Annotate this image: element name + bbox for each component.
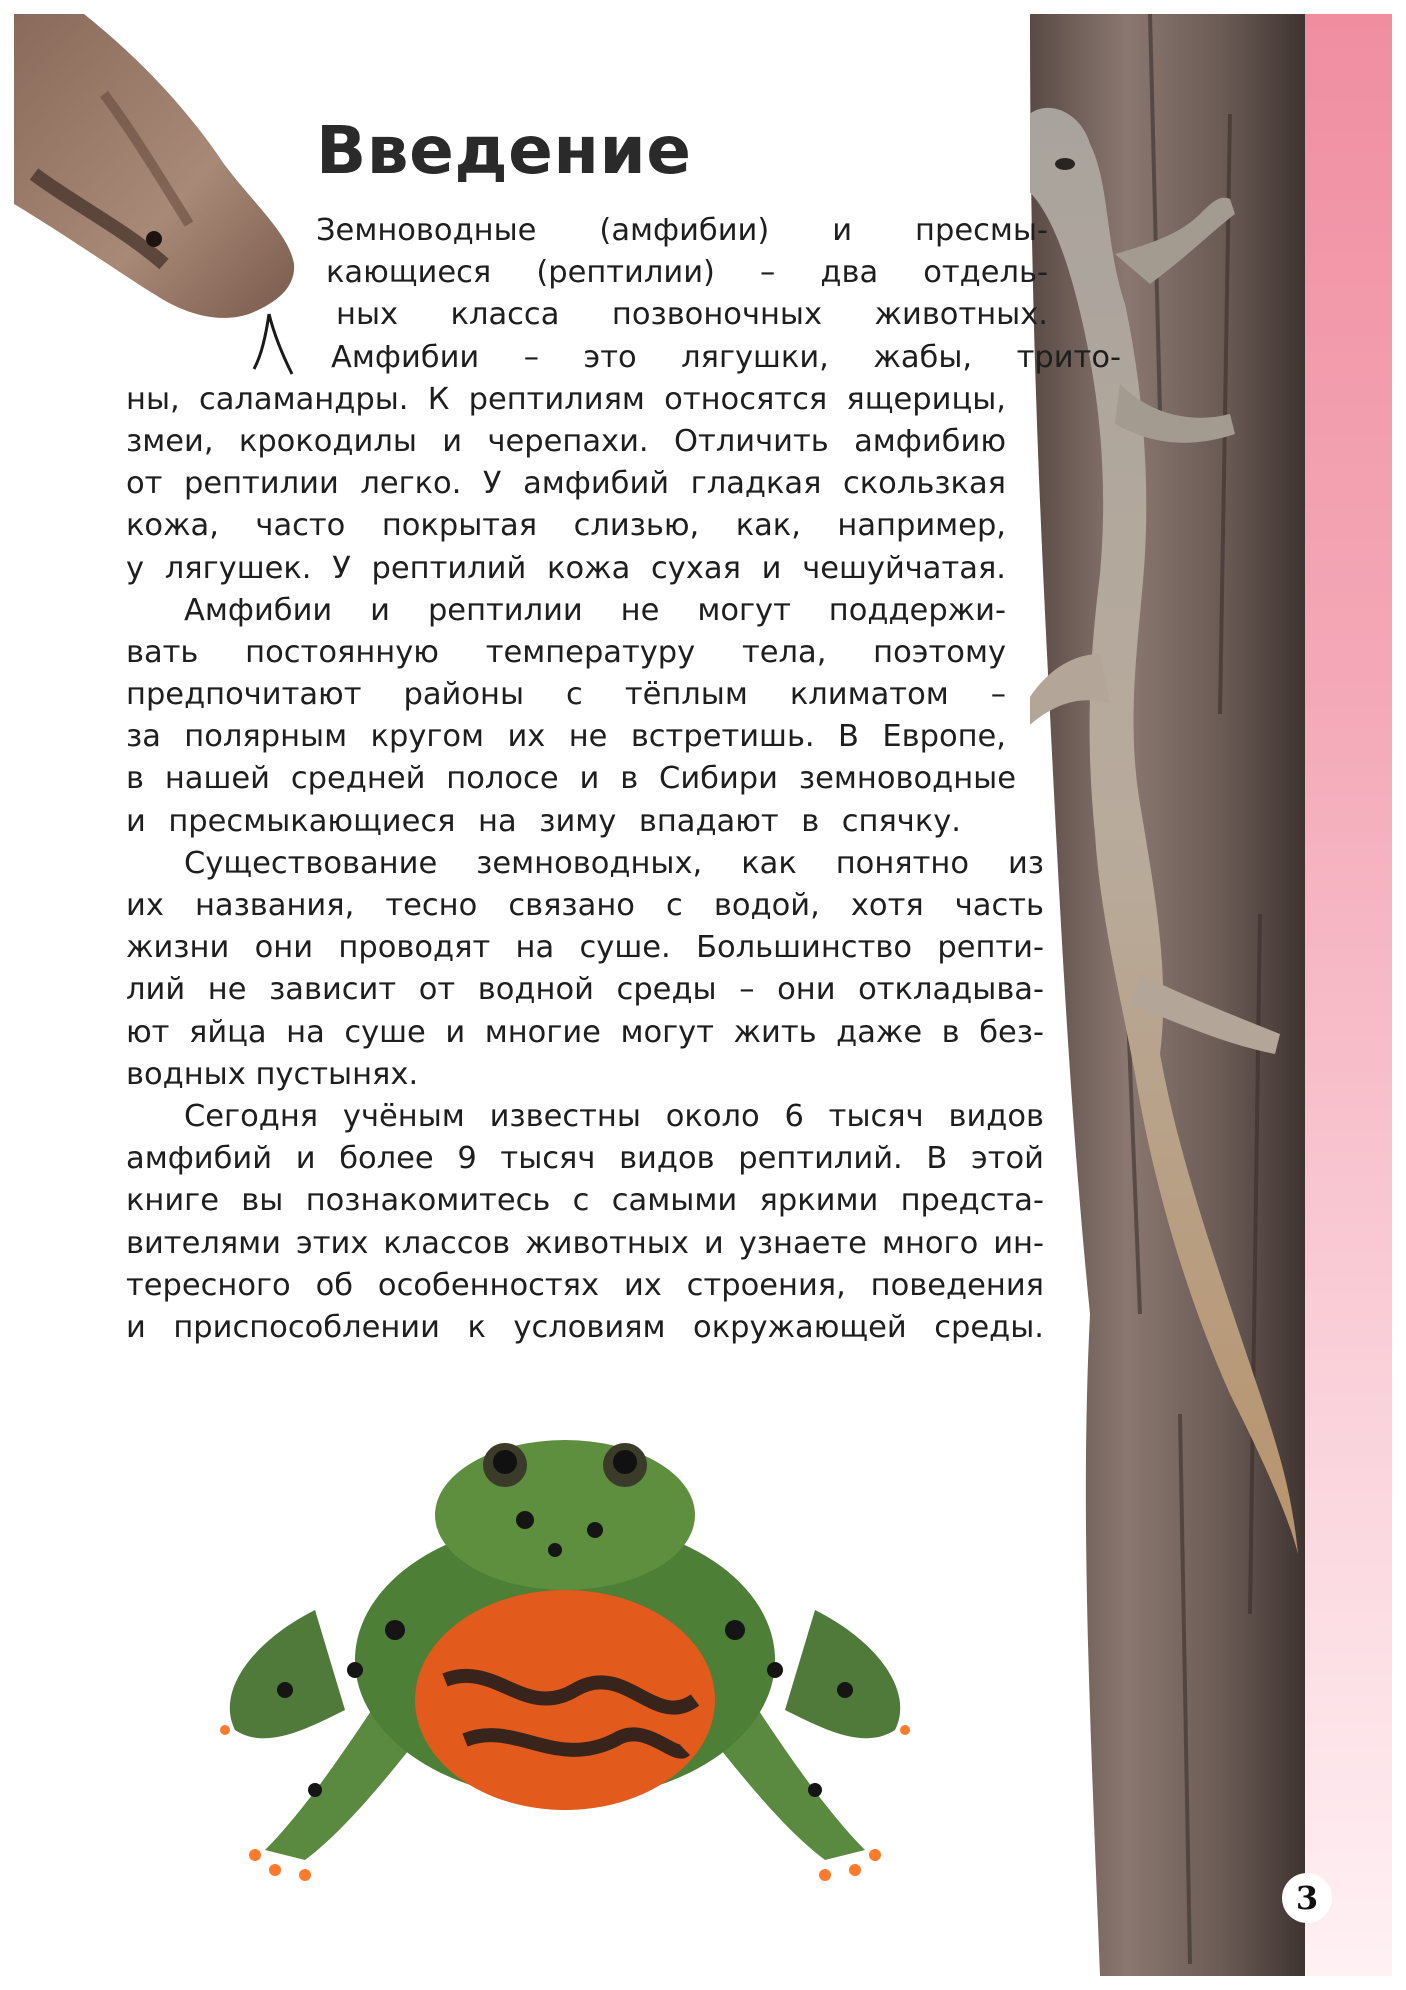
page-number: 3 <box>1282 1873 1332 1923</box>
fire-bellied-toad-image <box>195 1430 935 1890</box>
text-line: их названия, тесно связано с водой, хотя часть <box>126 888 1044 923</box>
text-line: от рептилии легко. У амфибий гладкая скользкая <box>126 466 1006 502</box>
lizard-on-tree-image <box>1030 14 1305 1976</box>
text-line: ны, саламандры. К рептилиям относятся ящерицы, <box>126 381 1006 417</box>
text-line: Амфибии и рептилии не могут поддержи- <box>184 592 1006 628</box>
text-line: водных пустынях. <box>126 1056 419 1092</box>
text-line: ных класса позвоночных животных. <box>336 297 1048 333</box>
text-line: вителями этих классов животных и узнаете много ин- <box>126 1225 1044 1261</box>
text-line: Амфибии – это лягушки, жабы, трито- <box>331 339 1121 375</box>
page-edge-strip <box>1302 14 1392 1976</box>
text-line: кающиеся (рептилии) – два отдель- <box>326 255 1048 291</box>
text-line: тересного об особенностях их строения, поведения <box>126 1267 1044 1303</box>
text-line: амфибий и более 9 тысяч видов рептилий. В этой <box>126 1141 1044 1177</box>
text-line: кожа, часто покрытая слизью, как, например, <box>126 508 1006 544</box>
text-line: Земноводные (амфибии) и пресмы- <box>316 213 1048 248</box>
page-title: Введение <box>316 112 692 189</box>
text-line: жизни они проводят на суше. Большинство репти- <box>126 930 1044 966</box>
text-line: предпочитают районы с тёплым климатом – <box>126 677 1006 713</box>
body-text <box>126 210 1121 1349</box>
text-line: Сегодня учёным известны около 6 тысяч видов <box>184 1098 1044 1134</box>
text-line: лий не зависит от водной среды – они откладыва- <box>126 972 1044 1008</box>
text-line: змеи, крокодилы и черепахи. Отличить амфибию <box>126 423 1006 459</box>
text-line: Существование земноводных, как понятно из <box>184 845 1044 881</box>
text-line: в нашей средней полосе и в Сибири земноводные <box>126 761 1016 797</box>
text-line: книге вы познакомитесь с самыми яркими предста- <box>126 1183 1044 1219</box>
text-line: и пресмыкающиеся на зиму впадают в спячку. <box>126 803 961 839</box>
text-line: вать постоянную температуру тела, поэтому <box>126 634 1006 670</box>
text-line: ют яйца на суше и многие могут жить даже в без- <box>126 1014 1044 1050</box>
text-line: за полярным кругом их не встретишь. В Европе, <box>126 719 1006 755</box>
text-line: у лягушек. У рептилий кожа сухая и чешуйчатая. <box>126 550 1006 586</box>
text-line: и приспособлении к условиям окружающей среды. <box>126 1309 1044 1345</box>
